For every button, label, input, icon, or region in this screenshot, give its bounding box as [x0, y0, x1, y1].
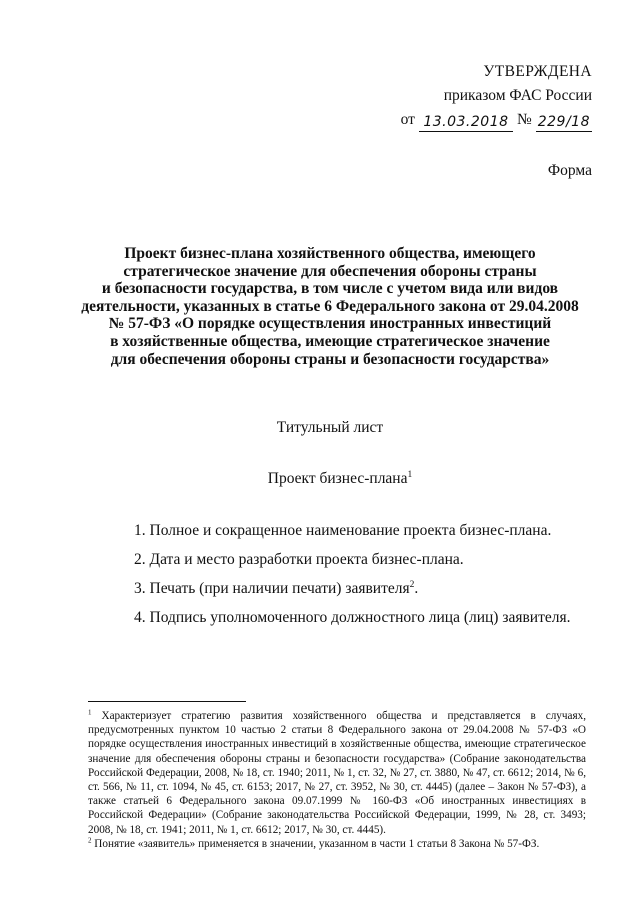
footnote-ref-1: 1: [407, 469, 413, 480]
number-label: №: [516, 111, 532, 128]
footnotes: [88, 709, 586, 851]
approved-label: УТВЕРЖДЕНА: [483, 63, 592, 80]
item-text: 4. Подпись уполномоченного должностного лица (лиц) заявителя.: [134, 609, 571, 626]
handwritten-number: 229/18: [537, 114, 590, 130]
form-label: Форма: [547, 162, 592, 179]
title-line: стратегическое значение для обеспечения обороны страны: [123, 262, 537, 280]
footnote: [88, 709, 586, 837]
footnote-mark: 1: [88, 708, 92, 717]
plan-draft-heading: [0, 470, 640, 488]
list-item: [134, 550, 570, 579]
footnote-ref-2: 2: [409, 579, 415, 590]
plan-draft-text: Проект бизнес-плана: [267, 470, 408, 487]
list-item: [134, 579, 570, 608]
footnote-mark: 2: [88, 836, 92, 845]
list-item: [134, 608, 570, 637]
title-line: и безопасности государства, в том числе с учетом вида или видов: [101, 280, 559, 298]
list-item: [134, 521, 570, 550]
title-sheet-items: [134, 521, 570, 637]
item-text: 3. Печать (при наличии печати) заявителя: [134, 580, 410, 597]
title-line: Проект бизнес-плана хозяйственного общества, имеющего: [124, 245, 536, 262]
order-date-number-line: [401, 108, 592, 132]
item-text: 1. Полное и сокращенное наименование проекта бизнес-плана.: [134, 522, 552, 539]
item-suffix: .: [414, 580, 419, 597]
document-title: [60, 245, 600, 368]
footnote-separator: [88, 701, 246, 702]
item-text: 2. Дата и место разработки проекта бизнес-плана.: [134, 551, 464, 568]
title-line: в хозяйственные общества, имеющие стратегическое значение: [110, 332, 550, 350]
handwritten-date: 13.03.2018: [419, 113, 513, 132]
title-line: для обеспечения обороны страны и безопасности государства»: [110, 350, 550, 368]
title-line: № 57-ФЗ «О порядке осуществления иностранных инвестиций: [108, 315, 552, 333]
footnote-text: Характеризует стратегию развития хозяйственного общества и представляется в случаях, предусмотренных пунктом 10 частью 2 статьи 8 Федерального закона от 29.04.2008 № 57-ФЗ «О порядке осуществления иностранных инвестиций в хозяйственные общества, имеющие стратегическое значение для обеспечения обороны страны и безопасности государства» (Собрание законодательства Российской Федерации, 2008, № 18, ст. 1940; 2011, № 1, ст. 32, № 27, ст. 3880, № 47, ст. 6612; 2014, № 6, ст. 566, № 11, ст. 1094, № 45, ст. 6153; 2017, № 27, ст. 3952, № 30, ст. 4445) (далее – Закон № 57-ФЗ), а также статьей 6 Федерального закона 09.07.1999 № 160-ФЗ «Об иностранных инвестициях в Российской Федерации» (Собрание законодательства Российской Федерации, 1999, № 28, ст. 3493; 2008, № 18, ст. 1941; 2011, № 1, ст. 6612; 2017, № 30, ст. 4445).: [88, 710, 587, 836]
order-label: приказом ФАС России: [443, 87, 592, 104]
from-label: от: [400, 111, 415, 128]
title-line: деятельности, указанных в статье 6 Федерального закона от 29.04.2008: [81, 297, 579, 315]
footnote: [88, 837, 586, 851]
approval-stamp-block: [401, 60, 592, 132]
footnote-text: Понятие «заявитель» применяется в значении, указанном в части 1 статьи 8 Закона № 57-ФЗ.: [94, 837, 540, 850]
title-sheet-heading: Титульный лист: [276, 419, 384, 436]
